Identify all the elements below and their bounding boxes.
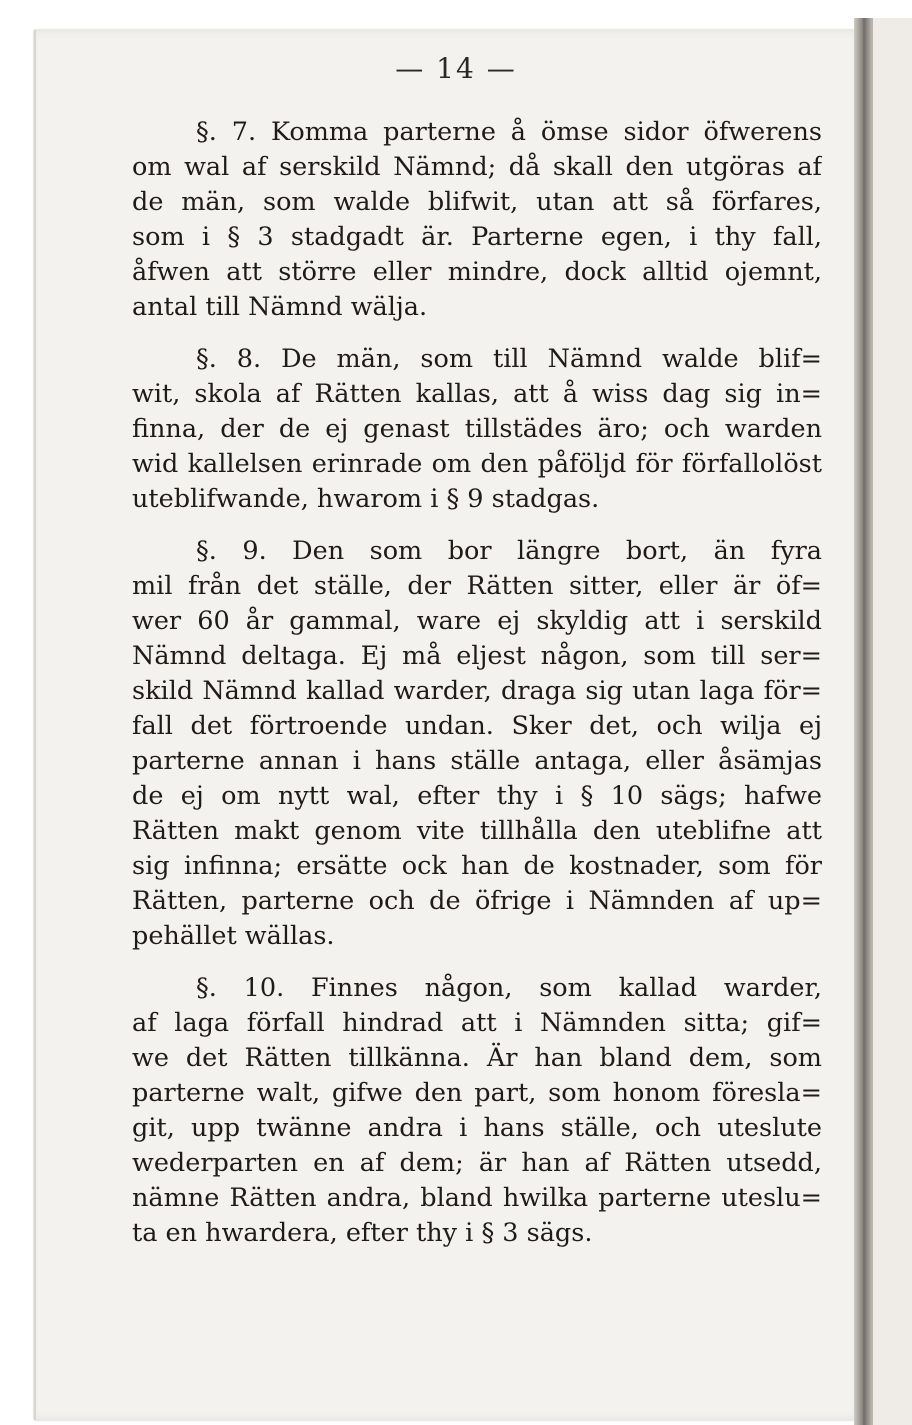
text-line: åfwen att större eller mindre, dock alltid ojemnt, bbox=[132, 257, 822, 287]
text-line: Rätten, parterne och de öfrige i Nämnden af up= bbox=[132, 886, 822, 916]
text-line: skild Nämnd kallad warder, draga sig utan laga för= bbox=[132, 676, 822, 706]
paragraph-section-9 bbox=[132, 534, 822, 954]
text-line: de män, som walde blifwit, utan att så förfares, bbox=[132, 187, 822, 217]
text-line: wederparten en af dem; är han af Rätten utsedd, bbox=[132, 1148, 822, 1178]
text-line: parterne walt, gifwe den part, som honom föresla= bbox=[132, 1078, 822, 1108]
adjacent-page-edge bbox=[872, 18, 912, 1425]
text-line: parterne annan i hans ställe antaga, eller åsämjas bbox=[132, 746, 822, 776]
text-line: mil från det ställe, der Rätten sitter, eller är öf= bbox=[132, 571, 822, 601]
text-line: finna, der de ej genast tillstädes äro; och warden bbox=[132, 414, 822, 444]
paragraph-section-8 bbox=[132, 342, 822, 517]
text-line: sig infinna; ersätte ock han de kostnader, som för bbox=[132, 851, 822, 881]
text-line: wer 60 år gammal, ware ej skyldig att i serskild bbox=[132, 606, 822, 636]
page-number: — 14 — bbox=[395, 52, 517, 85]
text-line: §. 9. Den som bor längre bort, än fyra bbox=[196, 536, 822, 566]
paragraph-section-7 bbox=[132, 115, 822, 325]
text-line: pehället wällas. bbox=[132, 921, 335, 951]
text-line: wit, skola af Rätten kallas, att å wiss dag sig in= bbox=[132, 379, 822, 409]
text-line: §. 8. De män, som till Nämnd walde blif= bbox=[196, 344, 822, 374]
text-line: §. 10. Finnes någon, som kallad warder, bbox=[196, 973, 822, 1003]
text-line: fall det förtroende undan. Sker det, och wilja ej bbox=[132, 711, 822, 741]
text-line: antal till Nämnd wälja. bbox=[132, 292, 428, 322]
text-line: de ej om nytt wal, efter thy i § 10 sägs; hafwe bbox=[132, 781, 822, 811]
book-spine bbox=[854, 18, 872, 1425]
text-line: §. 7. Komma parterne å ömse sidor öfwerens bbox=[196, 117, 822, 147]
text-line: git, upp twänne andra i hans ställe, och uteslute bbox=[132, 1113, 822, 1143]
text-line: af laga förfall hindrad att i Nämnden sitta; gif= bbox=[132, 1008, 822, 1038]
text-line: nämne Rätten andra, bland hwilka parterne uteslu= bbox=[132, 1183, 822, 1213]
text-line: we det Rätten tillkänna. Är han bland dem, som bbox=[132, 1043, 822, 1073]
text-line: ta en hwardera, efter thy i § 3 sägs. bbox=[132, 1218, 593, 1248]
text-line: Rätten makt genom vite tillhålla den uteblifne att bbox=[132, 816, 822, 846]
text-line: uteblifwande, hwarom i § 9 stadgas. bbox=[132, 484, 600, 514]
paragraph-section-10 bbox=[132, 971, 822, 1251]
body-text bbox=[132, 115, 822, 1251]
text-line: wid kallelsen erinrade om den påföljd för förfallolöst bbox=[132, 449, 822, 479]
text-line: som i § 3 stadgadt är. Parterne egen, i thy fall, bbox=[132, 222, 822, 252]
text-line: om wal af serskild Nämnd; då skall den utgöras af bbox=[132, 152, 822, 182]
text-line: Nämnd deltaga. Ej må eljest någon, som till ser= bbox=[132, 641, 822, 671]
